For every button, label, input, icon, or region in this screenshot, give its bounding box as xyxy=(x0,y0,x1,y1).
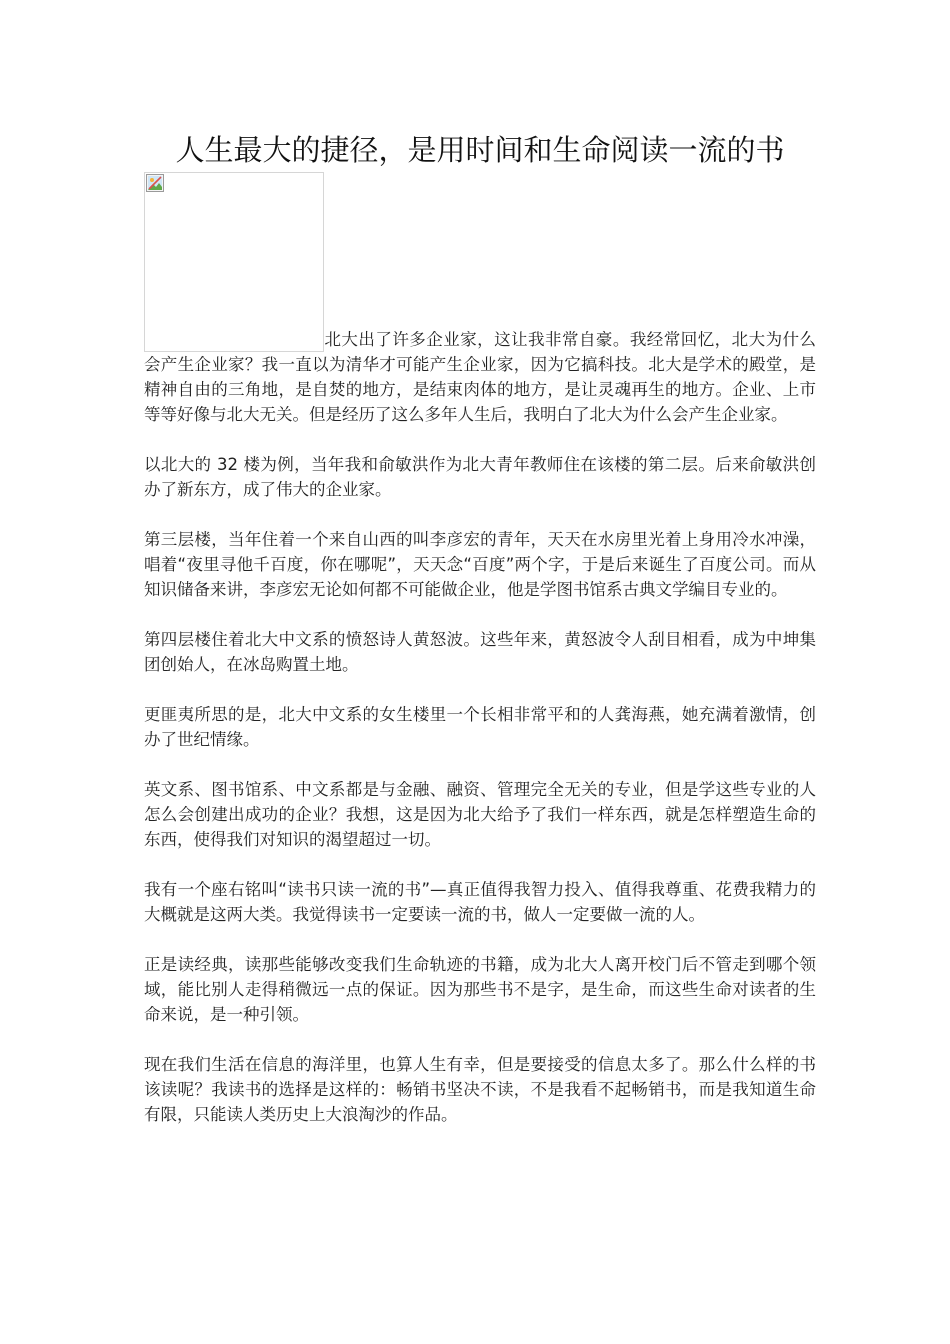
broken-image xyxy=(144,172,324,352)
body-paragraph: 现在我们生活在信息的海洋里，也算人生有幸，但是要接受的信息太多了。那么什么样的书该读呢？我读书的选择是这样的：畅销书坚决不读，不是我看不起畅销书，而是我知道生命有限，只能读人类历史上大浪淘沙的作品。 xyxy=(144,1055,816,1124)
body-paragraph: 第四层楼住着北大中文系的愤怒诗人黄怒波。这些年来，黄怒波令人刮目相看，成为中坤集团创始人，在冰岛购置土地。 xyxy=(144,630,816,674)
intro-rest: 么会产生企业家？我一直以为清华才可能产生企业家，因为它搞科技。北大是学术的殿堂，是精神自由的三角地，是自焚的地方，是结束肉体的地方，是让灵魂再生的地方。企业、上市等等好像与北大无关。但是经历了这么多年人生后，我明白了北大为什么会产生企业家。 xyxy=(144,330,816,424)
body-paragraph: 英文系、图书馆系、中文系都是与金融、融资、管理完全无关的专业，但是学这些专业的人怎么会创建出成功的企业？我想，这是因为北大给予了我们一样东西，就是怎样塑造生命的东西，使得我们对知识的渴望超过一切。 xyxy=(144,780,816,849)
intro-first-line: 北大出了许多企业家，这让我非常自豪。我经常回忆，北大为什 xyxy=(324,330,800,349)
intro-paragraph xyxy=(144,172,816,427)
document-page xyxy=(144,130,816,1127)
body-paragraph: 以北大的 32 楼为例，当年我和俞敏洪作为北大青年教师住在该楼的第二层。后来俞敏洪创办了新东方，成了伟大的企业家。 xyxy=(144,455,816,499)
document-title: 人生最大的捷径，是用时间和生命阅读一流的书 xyxy=(175,133,785,167)
paragraph-list xyxy=(144,452,816,1127)
body-paragraph: 正是读经典，读那些能够改变我们生命轨迹的书籍，成为北大人离开校门后不管走到哪个领域，能比别人走得稍微远一点的保证。因为那些书不是字，是生命，而这些生命对读者的生命来说，是一种引领。 xyxy=(144,955,816,1024)
broken-image-icon xyxy=(146,174,164,192)
body-paragraph: 更匪夷所思的是，北大中文系的女生楼里一个长相非常平和的人龚海燕，她充满着激情，创办了世纪情缘。 xyxy=(144,705,816,749)
body-paragraph: 第三层楼，当年住着一个来自山西的叫李彦宏的青年，天天在水房里光着上身用冷水冲澡，唱着“夜里寻他千百度，你在哪呢”，天天念“百度”两个字，于是后来诞生了百度公司。而从知识储备来讲，李彦宏无论如何都不可能做企业，他是学图书馆系古典文学编目专业的。 xyxy=(144,530,816,599)
body-paragraph: 我有一个座右铭叫“读书只读一流的书”—真正值得我智力投入、值得我尊重、花费我精力的大概就是这两大类。我觉得读书一定要读一流的书，做人一定要做一流的人。 xyxy=(144,880,816,924)
